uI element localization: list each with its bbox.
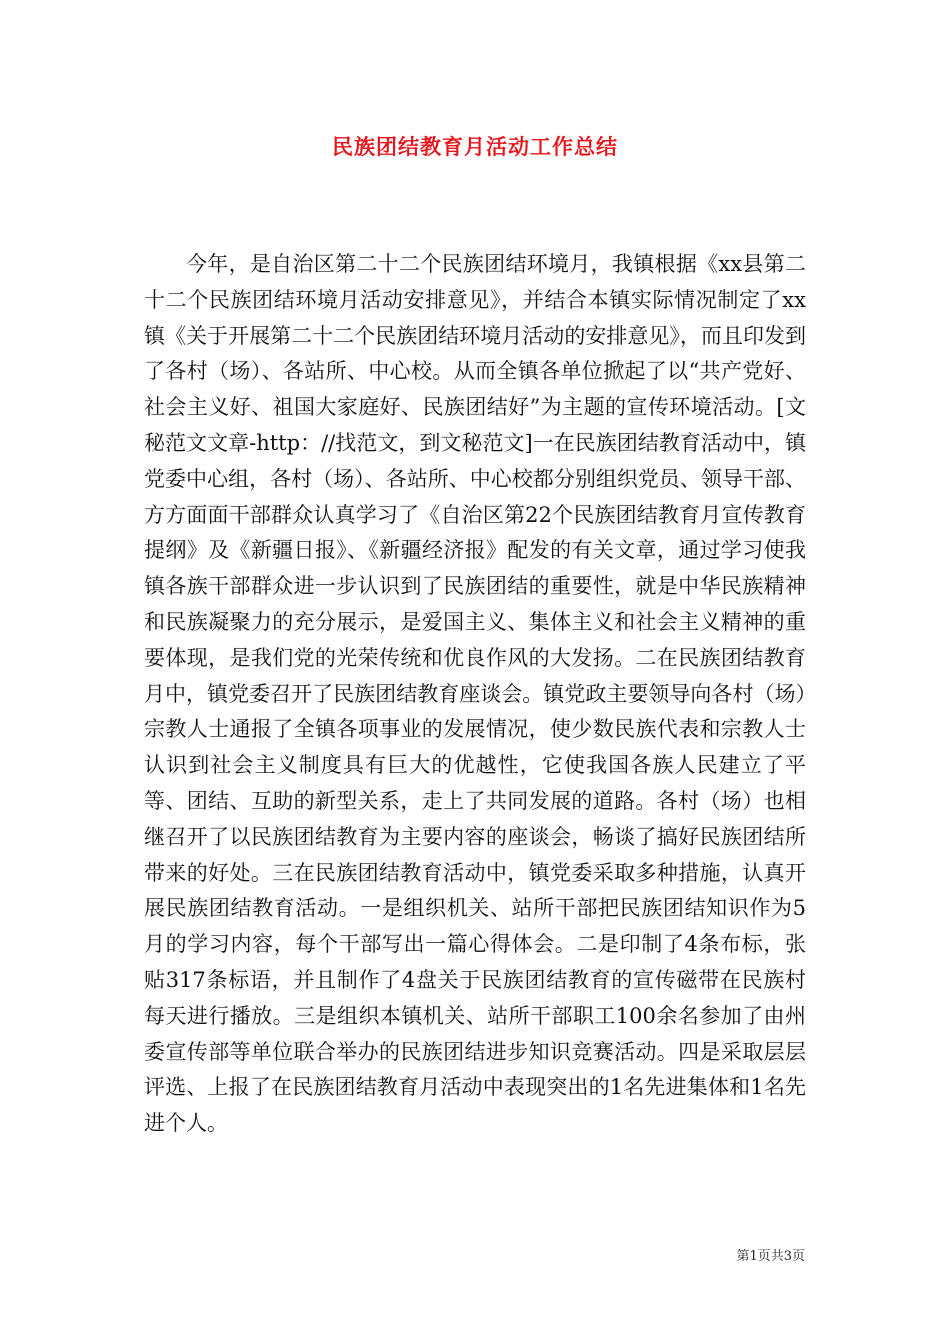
page-footer xyxy=(736,1248,805,1266)
page-number-label: 第1页共3页 xyxy=(736,1249,805,1264)
document-title: 民族团结教育月活动工作总结 xyxy=(332,134,618,159)
body-paragraph: 今年，是自治区第二十二个民族团结环境月，我镇根据《xx县第二十二个民族团结环境月活动安排意见》，并结合本镇实际情况制定了xx镇《关于开展第二十二个民族团结环境月活动的安排意见》，而且印发到了各村（场）、各站所、中心校。从而全镇各单位掀起了以“共产党好、社会主义好、祖国大家庭好、民族团结好”为主题的宣传环境活动。[文秘范文文章-http：//找范文，到文秘范文]一在民族团结教育活动中，镇党委中心组，各村（场）、各站所、中心校都分别组织党员、领导干部、方方面面干部群众认真学习了《自治区第22个民族团结教育月宣传教育提纲》及《新疆日报》、《新疆经济报》配发的有关文章，通过学习使我镇各族干部群众进一步认识到了民族团结的重要性，就是中华民族精神和民族凝聚力的充分展示，是爱国主义、集体主义和社会主义精神的重要体现，是我们党的光荣传统和优良作风的大发扬。二在民族团结教育月中，镇党委召开了民族团结教育座谈会。镇党政主要领导向各村（场）宗教人士通报了全镇各项事业的发展情况，使少数民族代表和宗教人士认识到社会主义制度具有巨大的优越性，它使我国各族人民建立了平等、团结、互助的新型关系，走上了共同发展的道路。各村（场）也相继召开了以民族团结教育为主要内容的座谈会，畅谈了搞好民族团结所带来的好处。三在民族团结教育活动中，镇党委采取多种措施，认真开展民族团结教育活动。一是组织机关、站所干部把民族团结知识作为5月的学习内容，每个干部写出一篇心得体会。二是印制了4条布标，张贴317条标语，并且制作了4盘关于民族团结教育的宣传磁带在民族村每天进行播放。三是组织本镇机关、站所干部职工100余名参加了由州委宣传部等单位联合举办的民族团结进步知识竞赛活动。四是采取层层评选、上报了在民族团结教育月活动中表现突出的1名先进集体和1名先进个人。 xyxy=(144,252,806,1136)
